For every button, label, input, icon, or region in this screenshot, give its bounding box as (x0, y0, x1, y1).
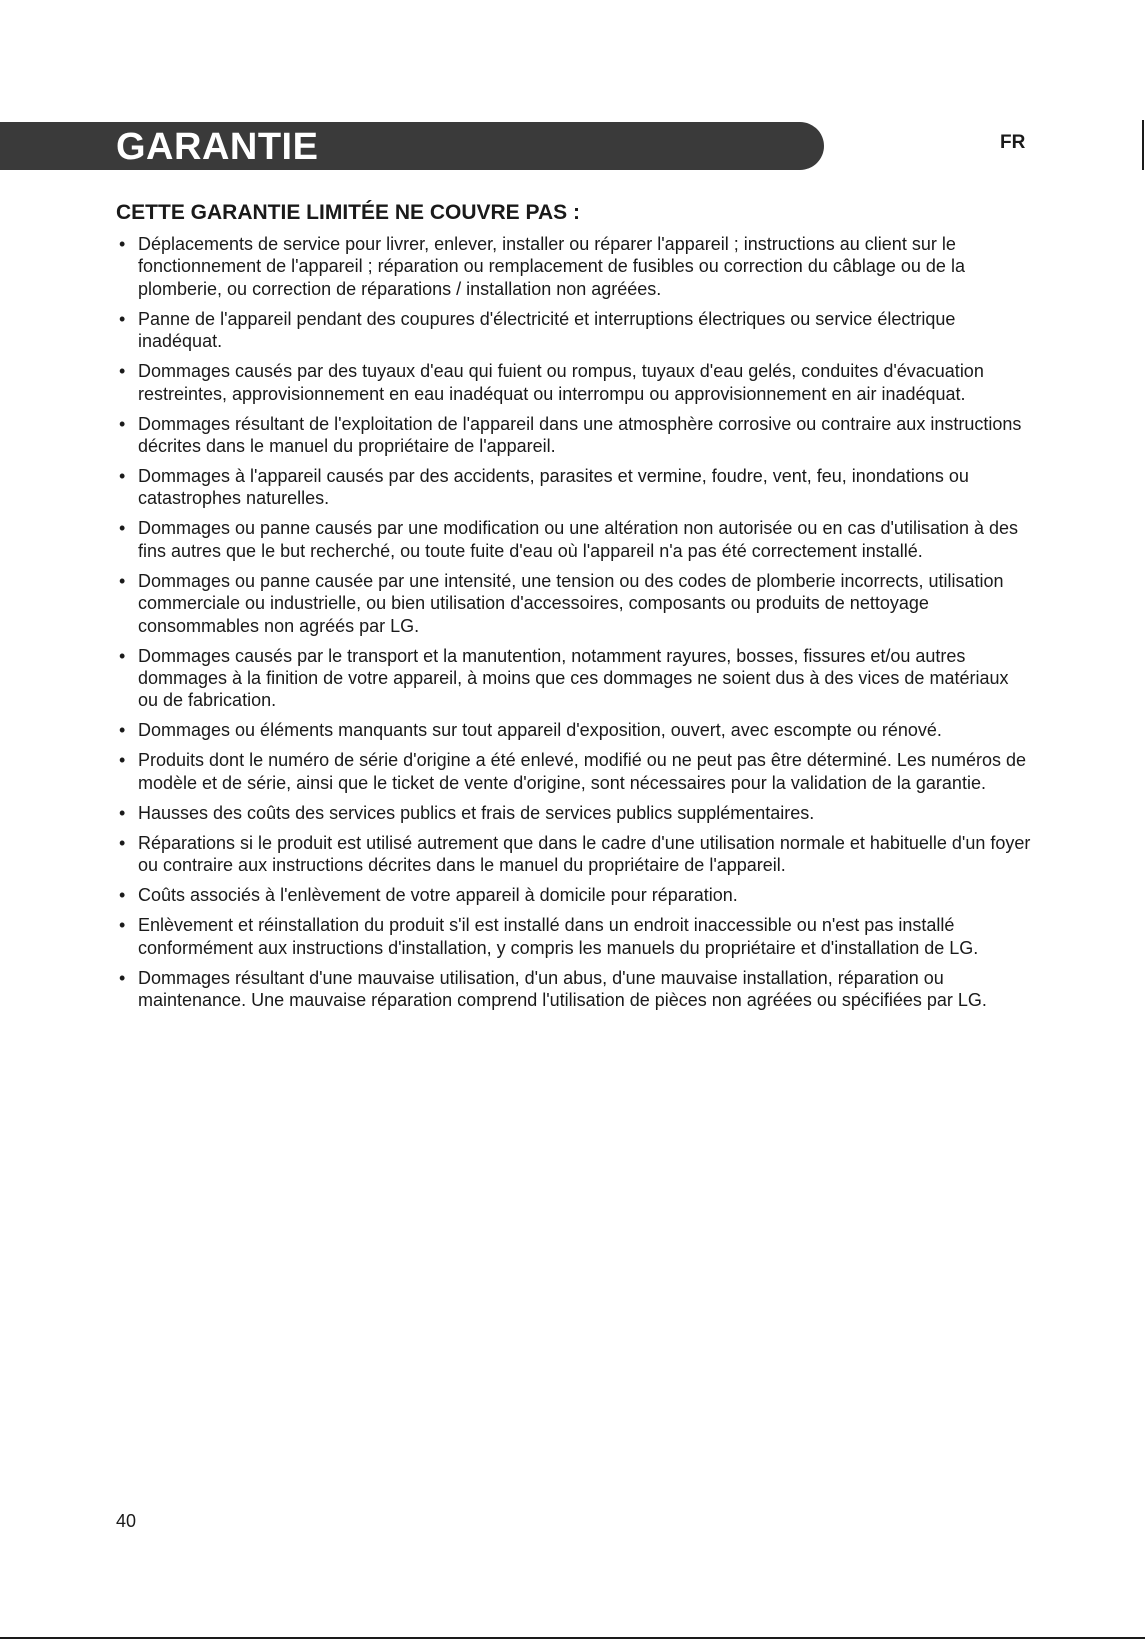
list-item (116, 719, 1031, 741)
list-item (116, 645, 1031, 712)
list-item (116, 884, 1031, 906)
bullet-marker: • (119, 832, 126, 853)
list-item (116, 749, 1031, 794)
list-item-text: Dommages ou éléments manquants sur tout appareil d'exposition, ouvert, avec escompte ou rénové. (138, 720, 942, 741)
bullet-marker: • (119, 885, 126, 906)
list-item-text: Panne de l'appareil pendant des coupures d'électricité et interruptions électriques ou service électrique inadéquat. (138, 308, 956, 352)
list-item (116, 914, 1031, 959)
page-bottom-rule (0, 1637, 1145, 1639)
list-item-text: Produits dont le numéro de série d'origine a été enlevé, modifié ou ne peut pas être déterminé. Les numéros de modèle et de série, ainsi que le ticket de vente d'origine, sont nécessaires pour la validation de la garantie. (138, 750, 1026, 793)
exclusion-list (116, 233, 1031, 1012)
language-tag: FR (1000, 132, 1026, 153)
list-item-text: Hausses des coûts des services publics et frais de services publics supplémentaires. (138, 802, 815, 823)
bullet-marker: • (119, 466, 126, 487)
bullet-marker: • (119, 802, 126, 823)
bullet-marker: • (119, 967, 126, 988)
bullet-marker: • (119, 750, 126, 771)
bullet-marker: • (119, 570, 126, 591)
list-item-text: Dommages causés par des tuyaux d'eau qui fuient ou rompus, tuyaux d'eau gelés, conduites d'évacuation restreintes, approvisionnement en eau inadéquat ou interrompu ou approvisionnement en air inadéquat. (138, 361, 984, 404)
list-item (116, 832, 1031, 877)
page-edge-mark (1142, 120, 1144, 170)
list-item-text: Déplacements de service pour livrer, enlever, installer ou réparer l'appareil ; instructions au client sur le fonctionnement de l'appareil ; réparation ou remplacement de fusibles ou correction du câblage ou de la plomberie, ou correction de réparations / installation non agréées. (138, 234, 965, 299)
list-item-text: Dommages causés par le transport et la manutention, notamment rayures, bosses, fissures et/ou autres dommages à la finition de votre appareil, à moins que ces dommages ne soient dus à des vices de matériaux ou de fabrication. (138, 645, 1009, 711)
list-item (116, 413, 1031, 458)
bullet-marker: • (119, 361, 126, 382)
page-title: GARANTIE (116, 126, 319, 168)
list-item (116, 308, 1031, 353)
bullet-marker: • (119, 645, 126, 666)
bullet-marker: • (119, 518, 126, 539)
list-item-text: Dommages résultant de l'exploitation de l'appareil dans une atmosphère corrosive ou contraire aux instructions décrites dans le manuel du propriétaire de l'appareil. (138, 413, 1022, 457)
list-item-text: Réparations si le produit est utilisé autrement que dans le cadre d'une utilisation normale et habituelle d'un foyer ou contraire aux instructions décrites dans le manuel du propriétaire de l'appareil. (138, 832, 1031, 876)
list-item-text: Coûts associés à l'enlèvement de votre appareil à domicile pour réparation. (138, 885, 738, 906)
list-item (116, 360, 1031, 405)
bullet-marker: • (119, 234, 126, 254)
list-item-text: Dommages ou panne causés par une modification ou une altération non autorisée ou en cas d'utilisation à des fins autres que le but recherché, ou toute fuite d'eau où l'appareil n'a pas été correctement installé. (138, 518, 1019, 561)
section-heading: CETTE GARANTIE LIMITÉE NE COUVRE PAS : (116, 201, 580, 224)
page-number: 40 (116, 1511, 137, 1531)
bullet-marker: • (119, 720, 126, 741)
bullet-marker: • (119, 915, 126, 936)
list-item (116, 233, 1031, 300)
list-item (116, 802, 1031, 824)
bullet-marker: • (119, 308, 126, 329)
list-item (116, 465, 1031, 510)
warranty-exclusions-section (116, 200, 1031, 1019)
list-item (116, 517, 1031, 562)
bullet-marker: • (119, 413, 126, 434)
list-item-text: Dommages à l'appareil causés par des accidents, parasites et vermine, foudre, vent, feu, inondations ou catastrophes naturelles. (138, 466, 969, 509)
list-item-text: Enlèvement et réinstallation du produit s'il est installé dans un endroit inaccessible ou n'est pas installé conformément aux instructions d'installation, y compris les manuels du propriétaire et d'installation de LG. (138, 915, 979, 958)
list-item-text: Dommages résultant d'une mauvaise utilisation, d'un abus, d'une mauvaise installation, réparation ou maintenance. Une mauvaise réparation comprend l'utilisation de pièces non agréées ou spécifiées par LG. (138, 967, 987, 1011)
list-item-text: Dommages ou panne causée par une intensité, une tension ou des codes de plomberie incorrects, utilisation commerciale ou industrielle, ou bien utilisation d'accessoires, composants ou produits de nettoyage consommables non agréés par LG. (138, 570, 1004, 636)
list-item (116, 570, 1031, 637)
list-item (116, 967, 1031, 1012)
